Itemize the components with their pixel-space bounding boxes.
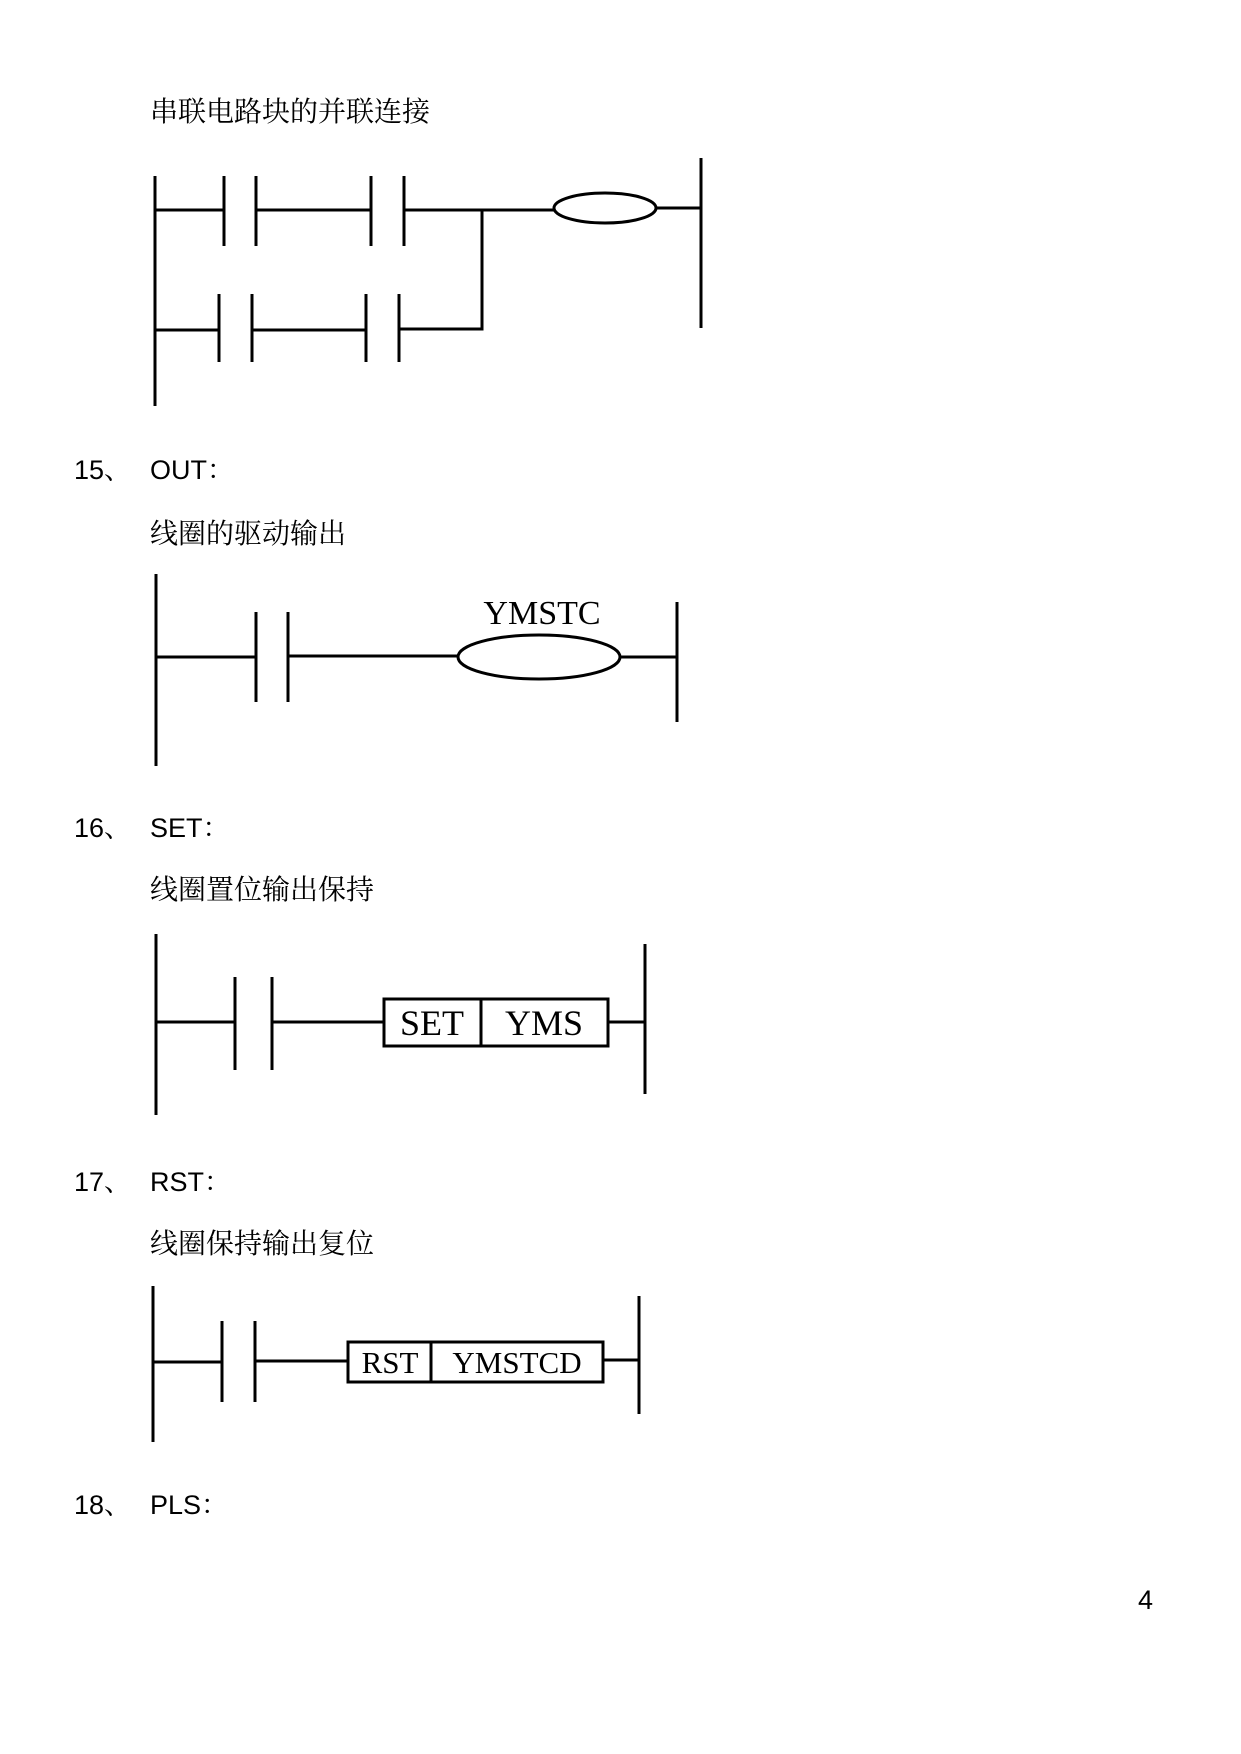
output-coil [554, 193, 656, 223]
item-number: 15、 [74, 455, 132, 485]
item-label: OUT： [150, 455, 234, 485]
section-heading: 串联电路块的并联连接 [150, 95, 431, 128]
item-number: 18、 [74, 1490, 132, 1520]
ladder-diagram-out [156, 574, 677, 766]
ladder-diagram-parallel-series [155, 158, 701, 406]
ladder-diagram-set [156, 934, 645, 1115]
item-label: RST： [150, 1167, 231, 1197]
instruction-operand: YMS [504, 1003, 584, 1043]
item-label: SET： [150, 813, 230, 843]
instruction-mnemonic: SET [399, 1003, 465, 1043]
item-number: 16、 [74, 813, 132, 843]
item-label: PLS： [150, 1490, 229, 1520]
item-description: 线圈保持输出复位 [150, 1227, 375, 1260]
item-description: 线圈的驱动输出 [150, 517, 347, 550]
ladder-diagram-rst [153, 1286, 639, 1442]
coil-label: YMSTC [483, 595, 601, 632]
instruction-mnemonic: RST [361, 1345, 419, 1380]
output-coil [458, 635, 620, 679]
instruction-operand: YMSTCD [452, 1345, 582, 1380]
item-description: 线圈置位输出保持 [150, 873, 375, 906]
item-number: 17、 [74, 1167, 132, 1197]
page-number: 4 [1138, 1585, 1154, 1615]
